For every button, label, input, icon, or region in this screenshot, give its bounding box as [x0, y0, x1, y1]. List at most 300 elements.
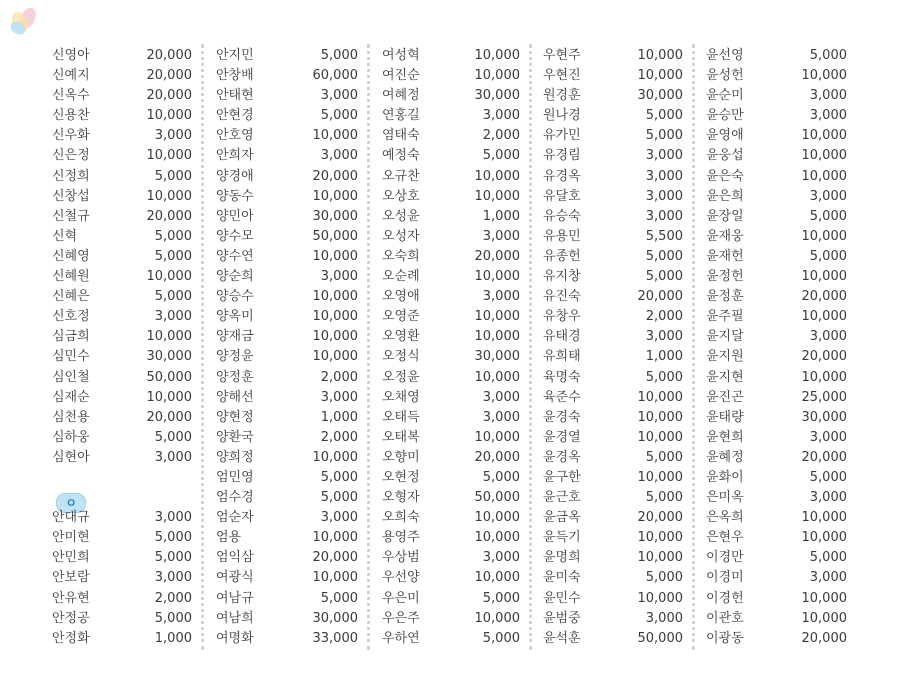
donor-row	[216, 267, 368, 287]
donation-amount: 10,000	[474, 188, 520, 204]
logo-icon	[6, 4, 42, 40]
donor-name: 신예지	[52, 68, 90, 84]
donation-amount: 5,000	[809, 48, 847, 63]
donor-name: 안지민	[216, 48, 254, 63]
donor-row	[543, 66, 693, 86]
donor-name: 오숙희	[382, 248, 420, 264]
donor-row	[706, 548, 857, 568]
donor-row	[52, 267, 202, 287]
donor-row	[216, 368, 368, 388]
donor-name: 윤민수	[543, 590, 581, 606]
donation-amount: 5,000	[154, 289, 192, 305]
donor-row	[543, 468, 693, 488]
donor-row	[543, 528, 693, 548]
donor-row	[216, 66, 368, 86]
donation-amount: 3,000	[154, 510, 192, 526]
donor-row	[382, 408, 530, 428]
donor-row	[543, 247, 693, 267]
section-badge-label: ㅇ	[65, 496, 77, 511]
donor-name: 신호정	[52, 309, 90, 325]
donation-amount: 10,000	[801, 269, 847, 285]
column-divider	[529, 44, 532, 650]
donation-amount: 5,000	[154, 550, 192, 566]
donor-row	[706, 347, 857, 367]
donor-name: 이광동	[706, 630, 744, 646]
column-divider	[692, 44, 695, 650]
donor-column	[543, 46, 693, 649]
donor-name: 윤화이	[706, 469, 744, 485]
donor-row	[52, 106, 202, 126]
donor-row	[52, 126, 202, 146]
donor-row	[52, 528, 202, 548]
donor-row	[543, 368, 693, 388]
donation-amount: 10,000	[312, 570, 358, 586]
donor-name: 윤혜정	[706, 449, 744, 465]
donation-amount: 3,000	[154, 449, 192, 465]
donation-amount: 3,000	[645, 329, 683, 345]
donor-row	[382, 609, 530, 629]
donation-amount: 10,000	[801, 530, 847, 546]
donation-amount: 10,000	[801, 228, 847, 244]
donor-row	[706, 267, 857, 287]
donor-row	[216, 106, 368, 126]
donor-row	[382, 86, 530, 106]
donor-row	[382, 66, 530, 86]
donor-name: 유창우	[543, 309, 581, 325]
donor-name: 윤경숙	[543, 409, 581, 425]
donor-name: 오채영	[382, 389, 420, 405]
donation-amount: 30,000	[637, 88, 683, 104]
donor-row	[52, 167, 202, 187]
donation-amount: 10,000	[312, 530, 358, 546]
donation-amount: 20,000	[146, 208, 192, 224]
donor-name: 우상범	[382, 550, 420, 566]
donor-row	[216, 548, 368, 568]
donor-name: 신혁	[52, 228, 78, 244]
donation-amount: 5,000	[154, 168, 192, 184]
donation-amount: 10,000	[146, 269, 192, 285]
donation-amount: 20,000	[146, 68, 192, 84]
donor-name: 심금희	[52, 329, 90, 345]
donation-amount: 2,000	[320, 429, 358, 445]
donor-row	[52, 388, 202, 408]
donor-name: 양정훈	[216, 369, 254, 385]
donation-amount: 10,000	[474, 168, 520, 184]
donation-amount: 3,000	[482, 389, 520, 405]
donor-row	[382, 247, 530, 267]
donor-name: 유진숙	[543, 289, 581, 305]
donor-row	[216, 629, 368, 649]
donation-amount: 5,000	[482, 630, 520, 646]
donation-amount: 10,000	[474, 68, 520, 84]
donation-amount: 5,000	[320, 48, 358, 63]
donor-row	[52, 86, 202, 106]
donor-name: 윤지현	[706, 369, 744, 385]
donor-row	[543, 548, 693, 568]
donation-amount: 10,000	[801, 510, 847, 526]
donor-row	[216, 568, 368, 588]
donor-name: 양수연	[216, 248, 254, 264]
donor-name: 신우화	[52, 128, 90, 144]
donation-amount: 5,000	[809, 248, 847, 264]
donor-row	[216, 227, 368, 247]
donation-amount: 10,000	[312, 128, 358, 144]
donor-row	[706, 508, 857, 528]
donation-amount: 10,000	[637, 68, 683, 84]
donation-amount: 10,000	[474, 530, 520, 546]
donor-name: 윤장일	[706, 208, 744, 224]
donor-row	[382, 428, 530, 448]
donation-amount: 3,000	[154, 570, 192, 586]
donor-row	[382, 106, 530, 126]
donor-row	[706, 207, 857, 227]
donation-amount: 3,000	[645, 208, 683, 224]
donor-row	[543, 207, 693, 227]
donor-row	[382, 287, 530, 307]
donor-name: 윤석훈	[543, 630, 581, 646]
donor-name: 심민수	[52, 349, 90, 365]
donation-amount: 3,000	[809, 188, 847, 204]
donation-amount: 10,000	[474, 269, 520, 285]
donor-row	[543, 187, 693, 207]
donor-row	[382, 508, 530, 528]
donor-name: 오영애	[382, 289, 420, 305]
donor-name: 안태현	[216, 88, 254, 104]
donor-name: 용영주	[382, 530, 420, 546]
donor-row	[52, 589, 202, 609]
donation-amount: 20,000	[637, 289, 683, 305]
donor-name: 염태숙	[382, 128, 420, 144]
donor-name: 신영아	[52, 48, 90, 63]
donor-row	[216, 428, 368, 448]
donor-name: 은미옥	[706, 490, 744, 506]
donation-amount: 20,000	[801, 289, 847, 305]
donor-name: 윤지원	[706, 349, 744, 365]
donor-name: 양해선	[216, 389, 254, 405]
donor-row	[382, 548, 530, 568]
donation-amount: 10,000	[312, 349, 358, 365]
donor-name: 양승수	[216, 289, 254, 305]
donor-name: 윤승만	[706, 108, 744, 124]
donor-row	[382, 347, 530, 367]
donor-name: 여혜정	[382, 88, 420, 104]
donor-row	[52, 468, 202, 488]
donor-name: 안창배	[216, 68, 254, 84]
donor-name: 엄수경	[216, 490, 254, 506]
donor-name: 안민희	[52, 550, 90, 566]
donor-row	[216, 247, 368, 267]
donation-amount: 3,000	[645, 188, 683, 204]
donation-amount: 30,000	[312, 610, 358, 626]
donor-row	[382, 629, 530, 649]
donor-name: 유태경	[543, 329, 581, 345]
donation-amount: 20,000	[312, 168, 358, 184]
donor-column	[52, 46, 202, 649]
donation-amount: 10,000	[146, 108, 192, 124]
donor-row	[216, 287, 368, 307]
donor-name: 우선양	[382, 570, 420, 586]
donor-name: 안현경	[216, 108, 254, 124]
donor-name: 여남희	[216, 610, 254, 626]
donor-row	[543, 267, 693, 287]
donation-amount: 5,000	[645, 449, 683, 465]
donor-row	[706, 488, 857, 508]
donor-name: 오영환	[382, 329, 420, 345]
donation-amount: 3,000	[809, 108, 847, 124]
donor-row	[706, 368, 857, 388]
donor-name: 윤경옥	[543, 449, 581, 465]
donor-row	[52, 408, 202, 428]
donor-name: 윤은희	[706, 188, 744, 204]
donor-name: 이경만	[706, 550, 744, 566]
donor-name: 오규찬	[382, 168, 420, 184]
donor-row	[216, 609, 368, 629]
donation-amount: 5,500	[645, 228, 683, 244]
donor-name: 윤은숙	[706, 168, 744, 184]
donor-name: 양순희	[216, 269, 254, 285]
donation-amount: 20,000	[801, 630, 847, 646]
donor-name: 오형자	[382, 490, 420, 506]
donation-amount: 5,000	[809, 550, 847, 566]
donor-row	[216, 388, 368, 408]
donor-name: 윤근호	[543, 490, 581, 506]
donation-amount: 10,000	[146, 329, 192, 345]
donor-name: 오희숙	[382, 510, 420, 526]
donor-row	[706, 307, 857, 327]
donation-amount: 5,000	[320, 590, 358, 606]
donor-name: 신혜영	[52, 248, 90, 264]
donation-amount: 5,000	[645, 369, 683, 385]
donor-row	[216, 347, 368, 367]
donor-name: 윤주필	[706, 309, 744, 325]
donor-name: 이관호	[706, 610, 744, 626]
donor-row	[543, 347, 693, 367]
donor-name: 오정윤	[382, 369, 420, 385]
donor-row	[52, 66, 202, 86]
donor-row	[543, 629, 693, 649]
donor-name: 신혜원	[52, 269, 90, 285]
donor-name: 유달호	[543, 188, 581, 204]
donor-name: 이경헌	[706, 590, 744, 606]
donor-name: 유가민	[543, 128, 581, 144]
donation-amount: 30,000	[146, 349, 192, 365]
donor-row	[706, 528, 857, 548]
donor-name: 유경옥	[543, 168, 581, 184]
donation-amount: 10,000	[637, 389, 683, 405]
donor-row	[216, 528, 368, 548]
donation-amount: 20,000	[474, 449, 520, 465]
donor-name: 신옥수	[52, 88, 90, 104]
donation-amount: 3,000	[809, 490, 847, 506]
donor-name: 원경훈	[543, 88, 581, 104]
donor-name: 윤재헌	[706, 248, 744, 264]
donor-row	[216, 468, 368, 488]
donor-row	[382, 388, 530, 408]
donation-amount: 5,000	[482, 590, 520, 606]
donor-name: 오태득	[382, 409, 420, 425]
donor-name: 양재금	[216, 329, 254, 345]
donation-amount: 10,000	[801, 369, 847, 385]
donation-amount: 20,000	[146, 88, 192, 104]
donation-amount: 5,000	[645, 248, 683, 264]
donation-amount: 3,000	[809, 329, 847, 345]
donor-row	[543, 167, 693, 187]
donation-amount: 10,000	[146, 148, 192, 164]
donor-row	[216, 86, 368, 106]
donation-amount: 20,000	[801, 449, 847, 465]
donor-name: 윤범중	[543, 610, 581, 626]
donor-name: 안유현	[52, 590, 90, 606]
donor-row	[543, 388, 693, 408]
donor-row	[543, 327, 693, 347]
donor-name: 오현정	[382, 469, 420, 485]
donor-name: 윤진곤	[706, 389, 744, 405]
donation-amount: 20,000	[801, 349, 847, 365]
donor-row	[543, 86, 693, 106]
donor-name: 신용찬	[52, 108, 90, 124]
donation-amount: 2,000	[154, 590, 192, 606]
donation-amount: 10,000	[312, 248, 358, 264]
donation-amount: 20,000	[474, 248, 520, 264]
donation-amount: 5,000	[645, 269, 683, 285]
donation-amount: 5,000	[645, 570, 683, 586]
donor-name: 여성혁	[382, 48, 420, 63]
donor-name: 안정공	[52, 610, 90, 626]
donor-row	[52, 568, 202, 588]
donor-name: 윤구한	[543, 469, 581, 485]
donation-amount: 10,000	[637, 429, 683, 445]
donation-amount: 10,000	[637, 469, 683, 485]
donor-name: 양경애	[216, 168, 254, 184]
donor-name: 이경미	[706, 570, 744, 586]
donor-name: 윤태량	[706, 409, 744, 425]
donor-row	[706, 629, 857, 649]
donation-amount: 10,000	[637, 590, 683, 606]
donation-amount: 1,000	[482, 208, 520, 224]
donation-amount: 3,000	[482, 550, 520, 566]
donation-amount: 30,000	[312, 208, 358, 224]
donor-row	[216, 126, 368, 146]
donation-amount: 3,000	[645, 610, 683, 626]
donor-name: 우은미	[382, 590, 420, 606]
donor-row	[216, 488, 368, 508]
donor-row	[216, 408, 368, 428]
donor-row	[52, 46, 202, 66]
donation-amount: 10,000	[474, 610, 520, 626]
donor-row	[706, 468, 857, 488]
donor-row	[543, 227, 693, 247]
donation-amount: 20,000	[312, 550, 358, 566]
donation-amount: 1,000	[154, 630, 192, 646]
donor-row	[706, 86, 857, 106]
donation-amount: 5,000	[809, 208, 847, 224]
donor-row	[52, 548, 202, 568]
donor-row	[216, 448, 368, 468]
donation-amount: 1,000	[320, 409, 358, 425]
donor-row	[706, 448, 857, 468]
donor-row	[706, 589, 857, 609]
donor-name: 육준수	[543, 389, 581, 405]
donor-row	[52, 347, 202, 367]
donation-amount: 3,000	[482, 409, 520, 425]
donor-row	[216, 589, 368, 609]
donor-name: 윤득기	[543, 530, 581, 546]
donor-name: 윤현희	[706, 429, 744, 445]
donor-name: 윤성헌	[706, 68, 744, 84]
donor-row	[52, 508, 202, 528]
donor-row	[543, 488, 693, 508]
donation-amount: 3,000	[645, 148, 683, 164]
donation-amount: 3,000	[154, 309, 192, 325]
donor-name: 윤선영	[706, 48, 744, 63]
donation-amount: 10,000	[801, 68, 847, 84]
donor-name: 안보람	[52, 570, 90, 586]
donor-name: 안정화	[52, 630, 90, 646]
donor-name: 윤순미	[706, 88, 744, 104]
donor-row	[382, 267, 530, 287]
donor-name: 윤명희	[543, 550, 581, 566]
donor-row	[706, 408, 857, 428]
donor-row	[543, 46, 693, 66]
donation-amount: 5,000	[645, 108, 683, 124]
donation-amount: 5,000	[154, 429, 192, 445]
donor-row	[706, 126, 857, 146]
donor-row	[543, 448, 693, 468]
donor-row	[706, 187, 857, 207]
donor-row	[543, 568, 693, 588]
donor-name: 양옥미	[216, 309, 254, 325]
donation-amount: 2,000	[320, 369, 358, 385]
donation-amount: 30,000	[474, 88, 520, 104]
donor-column	[382, 46, 530, 649]
donation-amount: 10,000	[637, 48, 683, 63]
donor-row	[216, 508, 368, 528]
donation-amount: 10,000	[474, 429, 520, 445]
donation-amount: 30,000	[801, 409, 847, 425]
donation-amount: 10,000	[637, 409, 683, 425]
donor-row	[52, 368, 202, 388]
donation-amount: 5,000	[320, 490, 358, 506]
donor-row	[52, 227, 202, 247]
donation-amount: 3,000	[320, 510, 358, 526]
donor-name: 윤미숙	[543, 570, 581, 586]
donor-name: 연홍길	[382, 108, 420, 124]
donation-amount: 5,000	[320, 469, 358, 485]
donation-amount: 10,000	[801, 148, 847, 164]
donor-row	[382, 368, 530, 388]
donor-name: 양민아	[216, 208, 254, 224]
donor-name: 양환국	[216, 429, 254, 445]
donation-amount: 10,000	[312, 449, 358, 465]
donor-name: 심재순	[52, 389, 90, 405]
donor-name: 우현주	[543, 48, 581, 63]
donor-name: 여남규	[216, 590, 254, 606]
donor-name: 유희태	[543, 349, 581, 365]
donor-name: 윤정훈	[706, 289, 744, 305]
donation-amount: 10,000	[801, 128, 847, 144]
donation-amount: 60,000	[312, 68, 358, 84]
donor-row	[382, 528, 530, 548]
donor-name: 윤지달	[706, 329, 744, 345]
donor-name: 오태복	[382, 429, 420, 445]
donation-amount: 50,000	[146, 369, 192, 385]
donor-row	[382, 126, 530, 146]
donation-amount: 10,000	[801, 610, 847, 626]
donor-name: 양현정	[216, 409, 254, 425]
donation-amount: 5,000	[482, 148, 520, 164]
donor-row	[216, 46, 368, 66]
donor-name: 유종헌	[543, 248, 581, 264]
